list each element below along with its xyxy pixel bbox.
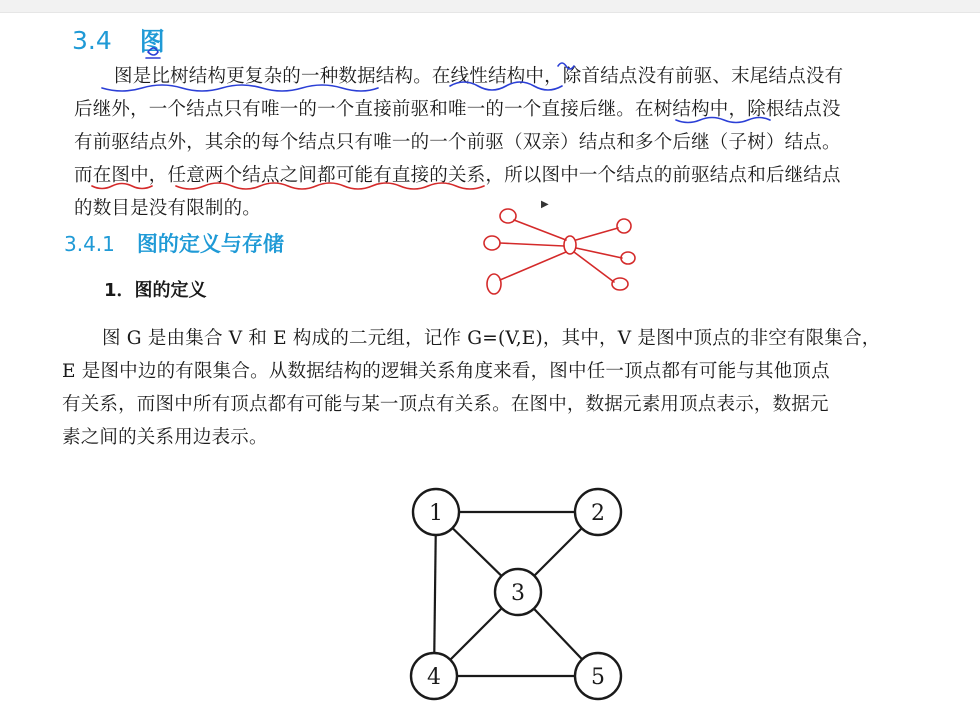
red-node-left	[484, 236, 500, 250]
subsection-heading	[64, 228, 284, 258]
subsection-number: 3.4.1	[64, 232, 115, 256]
definition-line: 图 G 是由集合 V 和 E 构成的二元组，记作 G=(V,E)，其中，V 是图中顶点的非空有限集合，	[102, 328, 881, 349]
viewer-top-bar	[0, 0, 980, 13]
definition-line: 素之间的关系用边表示。	[62, 427, 268, 448]
intro-line: 图是比树结构更复杂的一种数据结构。在线性结构中，除首结点没有前驱、末尾结点没有	[114, 66, 844, 87]
node-1-label: 1	[429, 501, 443, 526]
graph-diagram	[400, 478, 640, 708]
intro-line: 有前驱结点外，其余的每个结点只有唯一的一个前驱（双亲）结点和多个后继（子树）结点。	[74, 132, 841, 153]
definition-line: 有关系，而图中所有顶点都有可能与某一顶点有关系。在图中，数据元素用顶点表示，数据元	[62, 394, 829, 415]
intro-paragraph	[74, 60, 894, 225]
red-node-right-mid	[621, 252, 635, 264]
red-node-right-bottom	[612, 278, 628, 290]
node-2-label: 2	[591, 501, 605, 526]
node-4-label: 4	[427, 665, 441, 690]
edge-1-4	[434, 512, 436, 676]
intro-line: 而在图中，任意两个结点之间都可能有直接的关系，所以图中一个结点的前驱结点和后继结点	[74, 165, 841, 186]
node-3-label: 3	[511, 581, 525, 606]
section-title: 图	[139, 27, 165, 56]
red-node-bottom-left	[487, 274, 501, 294]
intro-line: 后继外，一个结点只有唯一的一个直接前驱和唯一的一个直接后继。在树结构中，除根结点没	[74, 99, 841, 120]
section-heading	[72, 22, 165, 58]
subsubsection-heading: 1．图的定义	[104, 280, 207, 301]
node-5-label: 5	[591, 665, 605, 690]
definition-paragraph	[62, 322, 902, 454]
subsection-title: 图的定义与存储	[136, 232, 284, 256]
definition-line: E 是图中边的有限集合。从数据结构的逻辑关系角度来看，图中任一顶点都有可能与其他顶点	[62, 361, 830, 382]
section-number: 3.4	[72, 25, 112, 55]
intro-line: 的数目是没有限制的。	[74, 198, 262, 219]
red-edges	[500, 220, 622, 282]
red-node-center	[564, 236, 576, 254]
mouse-pointer-icon: ▶	[541, 199, 549, 210]
